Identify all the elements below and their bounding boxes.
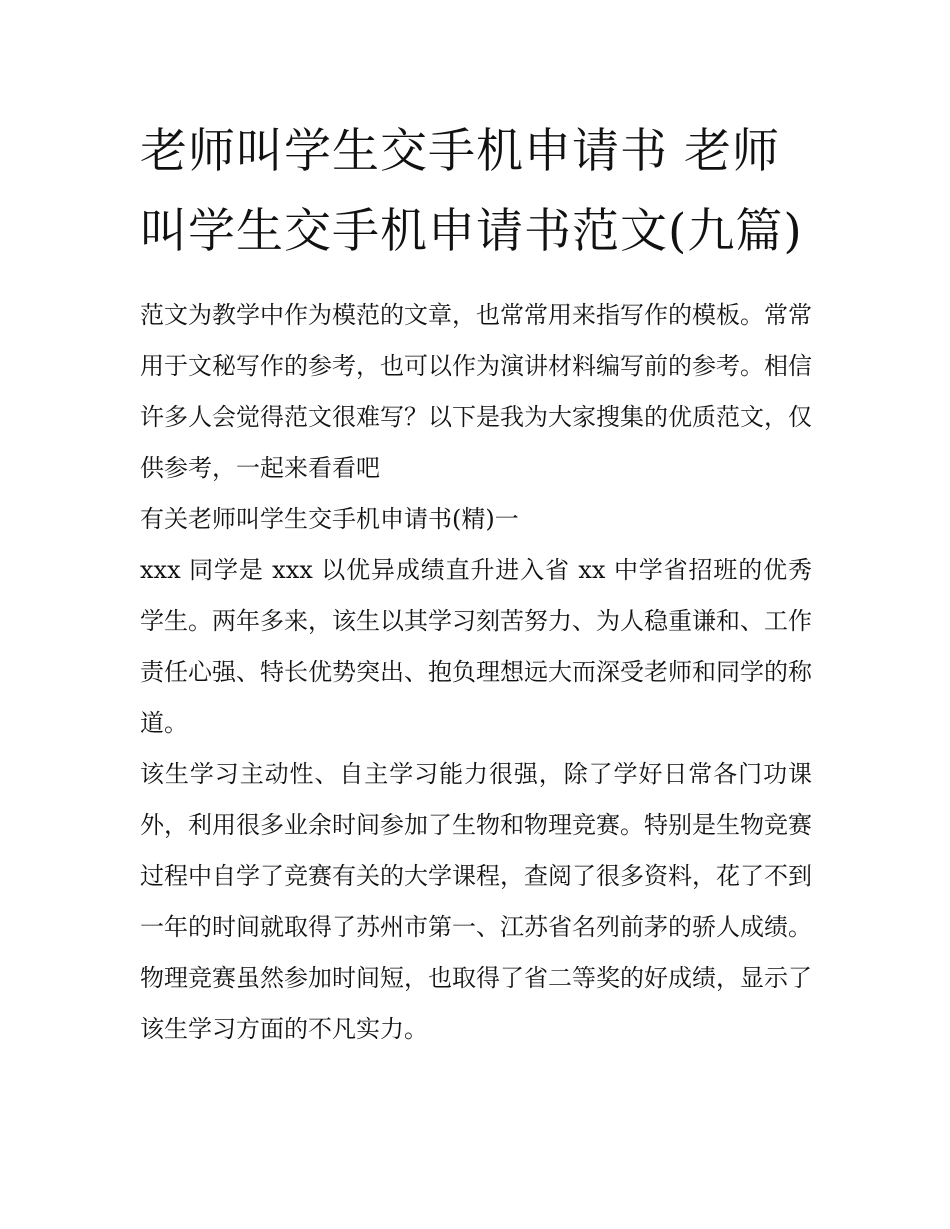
intro-paragraph: 范文为教学中作为模范的文章，也常常用来指写作的模板。常常用于文秘写作的参考，也可以作为演讲材料编写前的参考。相信许多人会觉得范文很难写？以下是我为大家搜集的优质范文，仅供参考，一起来看看吧 <box>140 301 812 482</box>
document-content <box>140 112 812 1055</box>
body-paragraph-1: xxx 同学是 xxx 以优异成绩直升进入省 xx 中学省招班的优秀学生。两年多来，该生以其学习刻苦努力、为人稳重谦和、工作责任心强、特长优势突出、抱负理想远大而深受老师和同学的称道。 <box>140 556 812 737</box>
section-heading: 有关老师叫学生交手机申请书(精)一 <box>140 505 519 533</box>
document-body <box>140 290 812 1055</box>
body-paragraph-2: 该生学习主动性、自主学习能力很强，除了学好日常各门功课外，利用很多业余时间参加了生物和物理竞赛。特别是生物竞赛过程中自学了竞赛有关的大学课程，查阅了很多资料，花了不到一年的时间就取得了苏州市第一、江苏省名列前茅的骄人成绩。物理竞赛虽然参加时间短，也取得了省二等奖的好成绩，显示了该生学习方面的不凡实力。 <box>140 760 812 1043</box>
document-title: 老师叫学生交手机申请书 老师叫学生交手机申请书范文(九篇) <box>140 124 803 259</box>
